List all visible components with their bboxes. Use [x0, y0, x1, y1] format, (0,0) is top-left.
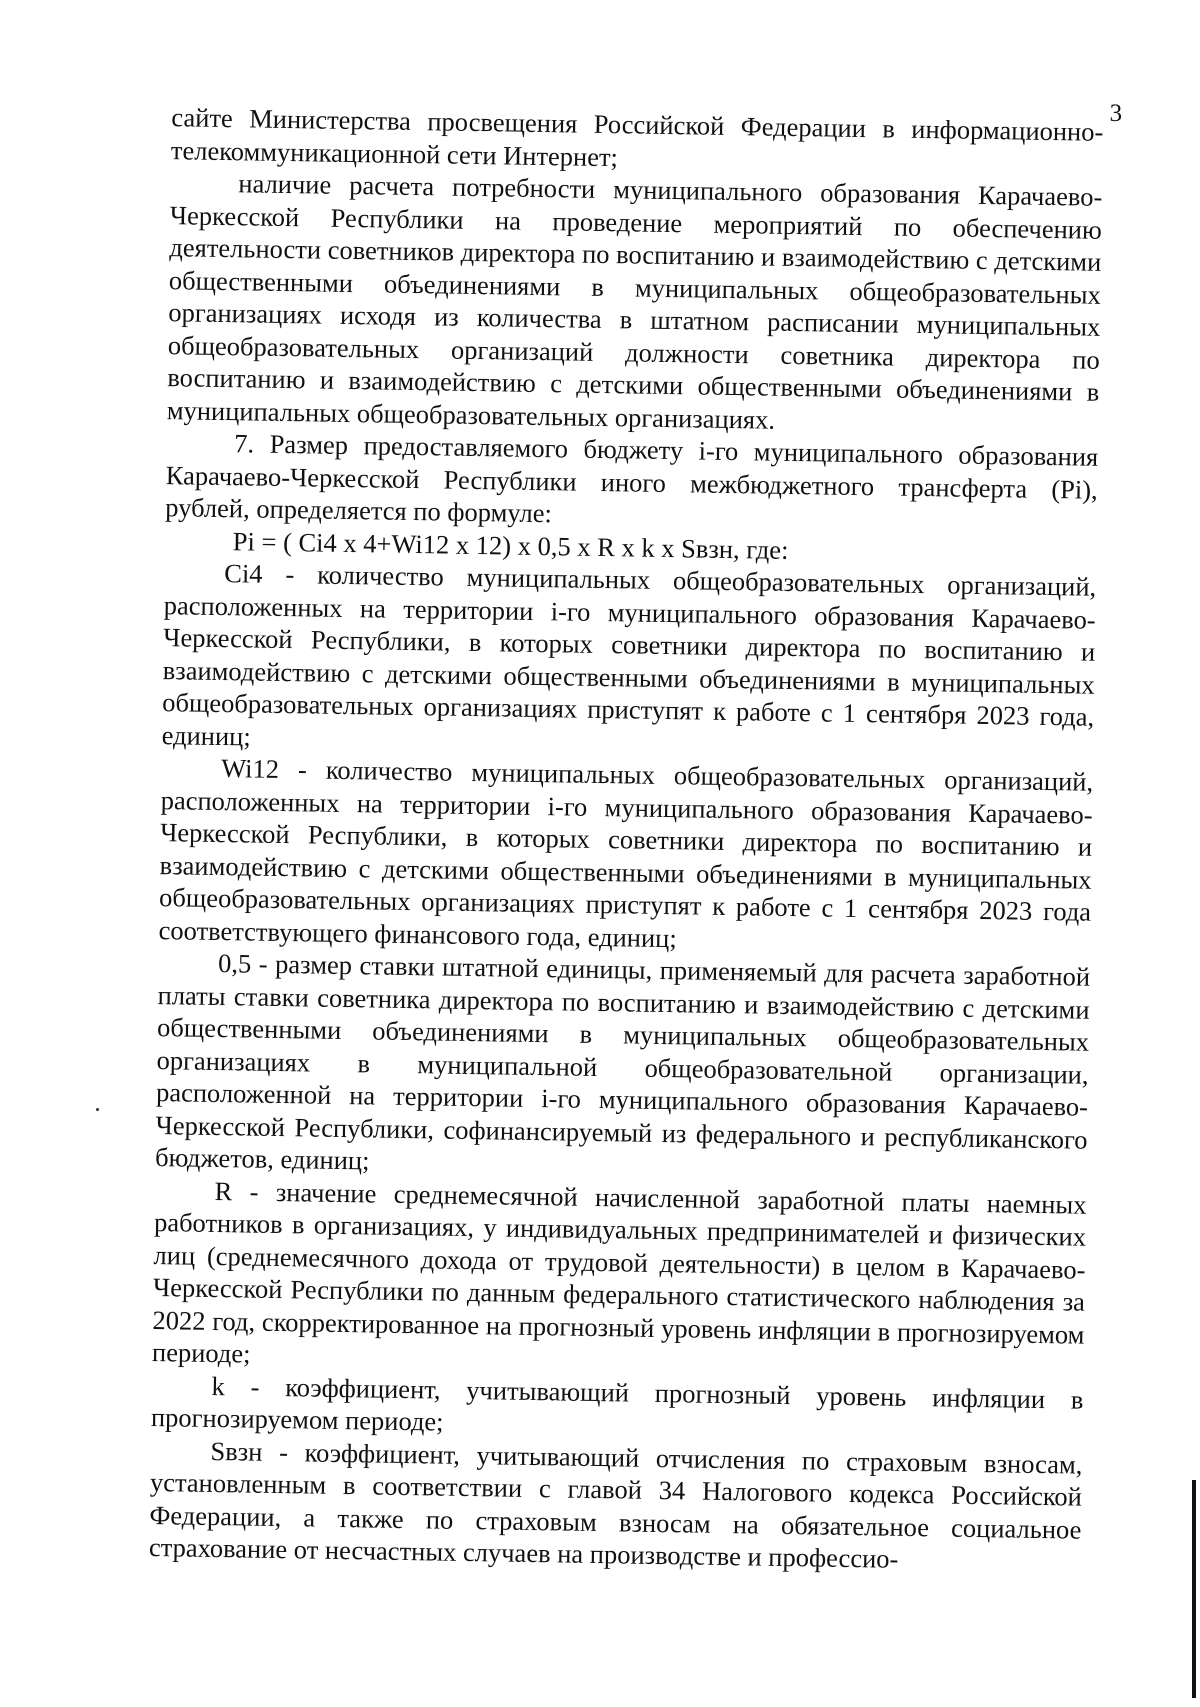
definition-k: k - коэффициент, учитывающий прогнозный уровень инфляции в прогнозируемом периоде; [150, 1370, 1084, 1437]
document-body [149, 101, 1104, 1578]
paragraph-needs-calculation: наличие расчета потребности муниципального образования Карачаево-Черкесской Республики на проведение мероприятий по обеспечению деятельности советников директора по воспитанию и взаимодействию с детскими общественными объединениями в муниципальных общеобразовательных организациях исходя из количества в штатном расписании муниципальных общеобразовательных организаций должности советника директора по воспитанию и взаимодействию с детскими общественными объединениями в муниципальных общеобразовательных организациях. [166, 168, 1103, 435]
paragraph-ministry-website: сайте Министерства просвещения Российской Федерации в информационно-телекоммуникационной сети Интернет; [170, 102, 1104, 172]
page-number: 3 [1109, 99, 1123, 128]
formula: Pi = ( Ci4 x 4+Wi12 x 12) x 0,5 x R x k x Sвзн, где: [232, 525, 789, 565]
scan-speck [96, 1108, 99, 1111]
scan-edge-mark [1192, 1480, 1196, 1698]
definition-svzn: Sвзн - коэффициент, учитывающий отчисления по страховым взносам, установленным в соответствии с главой 34 Налогового кодекса Российской Федерации, а также по страховым взносам на обязательное социальное страхование от несчастных случаев на производстве и профессио- [148, 1435, 1083, 1574]
definition-rate: 0,5 - размер ставки штатной единицы, применяемый для расчета заработной платы ставки советника директора по воспитанию и взаимодействию с детскими общественными объединениями в муниципальных общеобразовательных организациях в муниципальной общеобразовательной организации, расположенной на территории i-го муниципального образования Карачаево-Черкесской Республики, софинансируемый из федерального и республиканского бюджетов, единиц; [154, 948, 1091, 1176]
definition-r: R - значение среднемесячной начисленной заработной платы наемных работников в организациях, у индивидуальных предпринимателей и физических лиц (среднемесячного дохода от трудовой деятельности) в целом в Карачаево-Черкесской Республики по данным федерального статистического наблюдения за 2022 год, скорректированное на прогнозный уровень инфляции в прогнозируемом периоде; [151, 1175, 1087, 1369]
definition-ci4: Ci4 - количество муниципальных общеобразовательных организаций, расположенных на территории i-го муниципального образования Карачаево-Черкесской Республики, в которых советники директора по воспитанию и взаимодействию с детскими общественными объединениями в муниципальных общеобразовательных организациях приступят к работе с 1 сентября 2023 года, единиц; [161, 558, 1097, 751]
paragraph-item-7: 7. Размер предоставляемого бюджету i-го муниципального образования Карачаево-Черкесской Республики иного межбюджетного трансферта (Pi), рублей, определяется по формуле: [165, 428, 1099, 529]
definition-wi12: Wi12 - количество муниципальных общеобразовательных организаций, расположенных на территории i-го муниципального образования Карачаево-Черкесской Республики, в которых советники директора по воспитанию и взаимодействию с детскими общественными объединениями в муниципальных общеобразовательных организациях приступят к работе с 1 сентября 2023 года соответствующего финансового года, единиц; [158, 753, 1094, 953]
